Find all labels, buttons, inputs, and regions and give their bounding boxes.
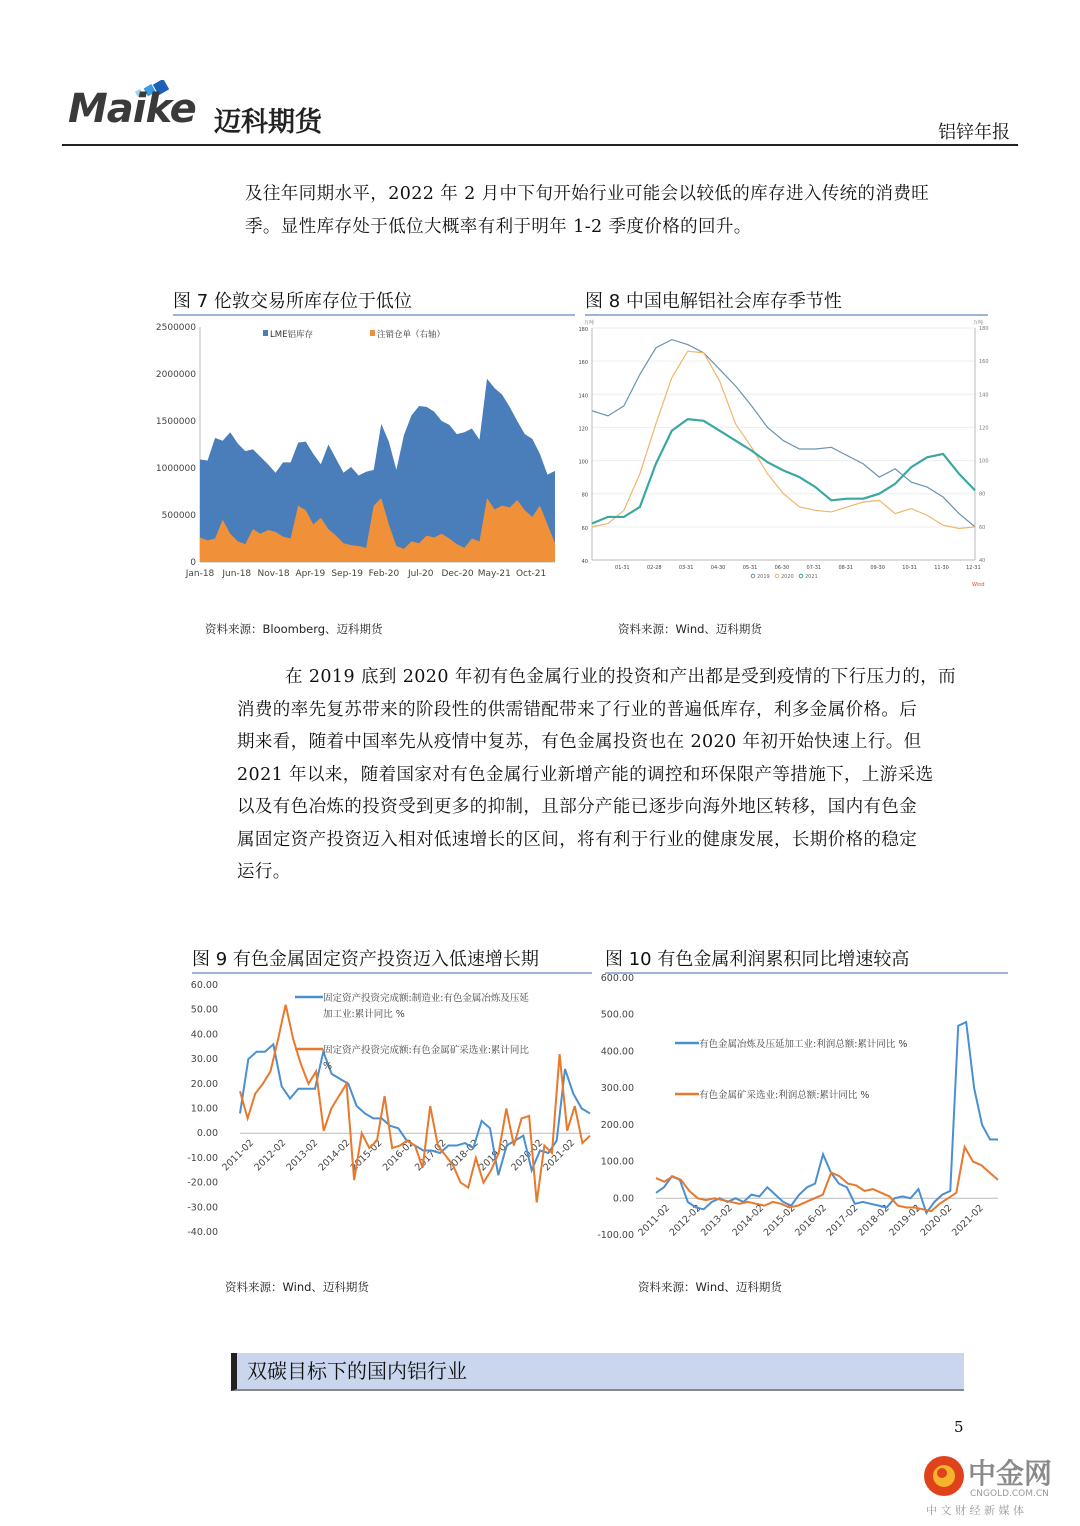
x-tick-label: 2012-02 <box>252 1137 289 1174</box>
watermark-name: 中金网 <box>968 1457 1053 1490</box>
text-line: 属固定资产投资迈入相对低速增长的区间，将有利于行业的健康发展，长期价格的稳定 <box>237 829 918 850</box>
y-tick-label: 500.00 <box>600 1009 634 1021</box>
y-tick-label: 600.00 <box>600 973 634 984</box>
y2-tick-label: 160 <box>979 359 989 366</box>
x-tick-label: 02-28 <box>646 565 662 571</box>
watermark-domain: CNGOLD.COM.CN <box>970 1489 1049 1499</box>
x-tick-label: 2019-02 <box>477 1137 514 1174</box>
legend-swatch <box>263 330 268 336</box>
legend-label: 2019 <box>757 574 770 580</box>
legend-label: 加工业:累计同比 % <box>323 1009 405 1020</box>
x-tick-label: 2015-02 <box>761 1202 798 1239</box>
text-line: 季。显性库存处于低位大概率有利于明年 1-2 季度价格的回升。 <box>245 216 752 237</box>
x-tick-label: Dec-20 <box>441 569 474 579</box>
cngold-watermark <box>918 1452 1078 1522</box>
figure9-title: 图 9 有色金属固定资产投资迈入低速增长期 <box>192 945 592 974</box>
y2-tick-label: 60 <box>979 524 986 531</box>
text-line: 运行。 <box>237 862 291 882</box>
y-tick-label: 1500000 <box>155 417 196 427</box>
figure8-chart <box>578 312 993 594</box>
y-tick-label: -20.00 <box>187 1177 218 1189</box>
figure7-source: 资料来源：Bloomberg、迈科期货 <box>205 622 383 636</box>
cngold-logo-icon <box>922 1454 966 1498</box>
text-line: 以及有色冶炼的投资受到更多的抑制，且部分产能已逐步向海外地区转移，国内有色金 <box>237 797 918 817</box>
x-tick-label: 05-31 <box>742 565 758 571</box>
x-tick-label: 07-31 <box>806 565 822 571</box>
y2-tick-label: 40 <box>979 558 986 564</box>
y-unit-label: 万吨 <box>584 320 595 326</box>
legend-label: 固定资产投资完成额:制造业:有色金属冶炼及压延 <box>323 993 529 1004</box>
figure8-title: 图 8 中国电解铝社会库存季节性 <box>585 287 988 316</box>
legend-label: LME铝库存 <box>270 330 313 340</box>
y-tick-label: 60.00 <box>190 980 218 991</box>
legend-marker <box>751 574 755 578</box>
y-tick-label: -10.00 <box>187 1152 218 1164</box>
x-tick-label: Jul-20 <box>407 569 434 579</box>
y-tick-label: 60 <box>581 525 588 532</box>
x-tick-label: Nov-18 <box>257 569 290 579</box>
x-tick-label: 12-31 <box>966 565 981 571</box>
x-tick-label: 2021-02 <box>541 1137 578 1174</box>
header-rule <box>62 144 1018 146</box>
series-line-1 <box>592 351 975 528</box>
y-tick-label: 500000 <box>161 511 196 521</box>
report-title: 铝锌年报 <box>938 122 1010 143</box>
series-line-0 <box>592 340 975 527</box>
watermark-tagline: 中 文 财 经 新 媒 体 <box>926 1504 1024 1517</box>
x-tick-label: 04-30 <box>710 565 726 571</box>
legend-label: 固定资产投资完成额:有色金属矿采选业:累计同比 <box>323 1045 529 1056</box>
x-tick-label: 09-30 <box>870 565 885 571</box>
source-mark: Wind <box>972 582 985 588</box>
x-tick-label: 2014-02 <box>316 1137 353 1174</box>
legend-label: 有色金属冶炼及压延加工业:利润总额:累计同比 % <box>699 1039 908 1050</box>
y-tick-label: 2500000 <box>155 323 196 333</box>
logo-latin: Maike <box>68 86 196 132</box>
y-tick-label: 10.00 <box>190 1103 218 1115</box>
y-tick-label: 200.00 <box>600 1119 634 1131</box>
x-tick-label: 2018-02 <box>855 1202 892 1239</box>
text-line: 及往年同期水平，2022 年 2 月中下旬开始行业可能会以较低的库存进入传统的消费旺 <box>245 184 930 204</box>
x-tick-label: 2017-02 <box>412 1137 449 1174</box>
x-tick-label: 2015-02 <box>348 1137 385 1174</box>
y-tick-label: 50.00 <box>190 1004 218 1016</box>
y-tick-label: 160 <box>578 360 588 367</box>
legend-label: % <box>323 1061 333 1072</box>
x-tick-label: 2013-02 <box>284 1137 321 1174</box>
y-tick-label: 30.00 <box>190 1054 218 1066</box>
legend-swatch <box>370 330 375 336</box>
y-tick-label: 100.00 <box>600 1156 634 1168</box>
y-tick-label: 40.00 <box>190 1029 218 1041</box>
y-tick-label: 1000000 <box>155 464 196 474</box>
legend-label: 2020 <box>781 574 794 580</box>
x-tick-label: Sep-19 <box>331 569 363 579</box>
x-tick-label: 11-30 <box>934 565 949 571</box>
figure7-chart <box>155 312 580 594</box>
x-tick-label: 2019-02 <box>887 1202 924 1239</box>
y2-tick-label: 100 <box>979 458 989 465</box>
x-tick-label: 2017-02 <box>824 1202 861 1239</box>
y-tick-label: 20.00 <box>190 1078 218 1090</box>
legend-label: 注销仓单（右轴） <box>377 330 446 340</box>
y-tick-label: 0 <box>190 558 196 568</box>
x-tick-label: 2020-02 <box>918 1202 955 1239</box>
x-tick-label: 2013-02 <box>699 1202 735 1239</box>
y2-tick-label: 180 <box>979 326 989 332</box>
figure10-source: 资料来源：Wind、迈科期货 <box>638 1280 782 1294</box>
y-tick-label: -100.00 <box>597 1230 634 1241</box>
y2-unit-label: 万吨 <box>973 320 984 326</box>
figure10-title: 图 10 有色金属利润累积同比增速较高 <box>605 945 1008 974</box>
y2-tick-label: 80 <box>979 491 986 498</box>
text-line: 2021 年以来，随着国家对有色金属行业新增产能的调控和环保限产等措施下，上游采选 <box>237 764 934 785</box>
x-tick-label: Apr-19 <box>295 569 326 579</box>
x-tick-label: 2011-02 <box>220 1137 257 1174</box>
y-tick-label: 2000000 <box>155 370 196 380</box>
x-tick-label: May-21 <box>477 569 511 579</box>
logo-cn: 迈科期货 <box>214 107 322 138</box>
figure9-chart <box>180 970 600 1250</box>
figure10-chart <box>595 965 1015 1255</box>
page-number: 5 <box>954 1418 964 1436</box>
y-tick-label: -40.00 <box>187 1227 218 1238</box>
legend-label: 2021 <box>805 574 818 580</box>
x-tick-label: 2018-02 <box>445 1137 481 1174</box>
section-heading: 双碳目标下的国内铝行业 <box>231 1353 964 1391</box>
y-tick-label: 40 <box>581 559 588 565</box>
legend-label: 有色金属矿采选业:利润总额:累计同比 % <box>699 1090 870 1101</box>
x-tick-label: 01-31 <box>615 565 630 571</box>
y-tick-label: 180 <box>578 327 588 333</box>
y-tick-label: 0.00 <box>612 1193 634 1205</box>
x-tick-label: Oct-21 <box>515 569 547 579</box>
x-tick-label: 10-31 <box>902 565 917 571</box>
text-line: 期来看，随着中国率先从疫情中复苏，有色金属投资也在 2020 年初开始快速上行。但 <box>237 732 922 752</box>
y2-tick-label: 140 <box>979 392 989 399</box>
y-tick-label: 140 <box>578 393 588 400</box>
y-tick-label: 120 <box>578 426 588 433</box>
y-tick-label: 100 <box>578 459 588 466</box>
text-line: 消费的率先复苏带来的阶段性的供需错配带来了行业的普遍低库存，利多金属价格。后 <box>237 699 918 720</box>
x-tick-label: 03-31 <box>678 565 694 571</box>
series-line-1 <box>656 1147 998 1211</box>
figure8-source: 资料来源：Wind、迈科期货 <box>618 622 762 636</box>
x-tick-label: Feb-20 <box>368 569 400 579</box>
legend-marker <box>775 574 779 578</box>
x-tick-label: 2021-02 <box>950 1202 986 1239</box>
x-tick-label: 2011-02 <box>636 1202 673 1239</box>
body-paragraph <box>237 661 972 889</box>
x-tick-label: 06-30 <box>774 565 790 571</box>
legend-marker <box>799 574 803 578</box>
y-tick-label: 400.00 <box>600 1046 634 1058</box>
y-tick-label: 300.00 <box>600 1083 634 1095</box>
maike-logo <box>68 80 348 140</box>
x-tick-label: 2016-02 <box>380 1137 417 1174</box>
y-tick-label: 80 <box>581 492 588 499</box>
x-tick-label: 2020-02 <box>509 1137 546 1174</box>
y-tick-label: -30.00 <box>187 1202 218 1214</box>
x-tick-label: 08-31 <box>838 565 854 571</box>
x-tick-label: 2014-02 <box>730 1202 767 1239</box>
series-line-0 <box>240 1044 590 1175</box>
x-tick-label: 2012-02 <box>667 1202 704 1239</box>
x-tick-label: Jan-18 <box>185 569 215 579</box>
series-line-2 <box>592 419 975 523</box>
x-tick-label: Jun-18 <box>222 569 252 579</box>
y2-tick-label: 120 <box>979 425 989 432</box>
figure7-title: 图 7 伦敦交易所库存位于低位 <box>173 287 575 316</box>
intro-paragraph <box>245 178 975 243</box>
figure9-source: 资料来源：Wind、迈科期货 <box>225 1280 369 1294</box>
text-line: 在 2019 底到 2020 年初有色金属行业的投资和产出都是受到疫情的下行压力的，而 <box>285 667 957 687</box>
x-tick-label: 2016-02 <box>793 1202 830 1239</box>
y-tick-label: 0.00 <box>196 1128 218 1140</box>
